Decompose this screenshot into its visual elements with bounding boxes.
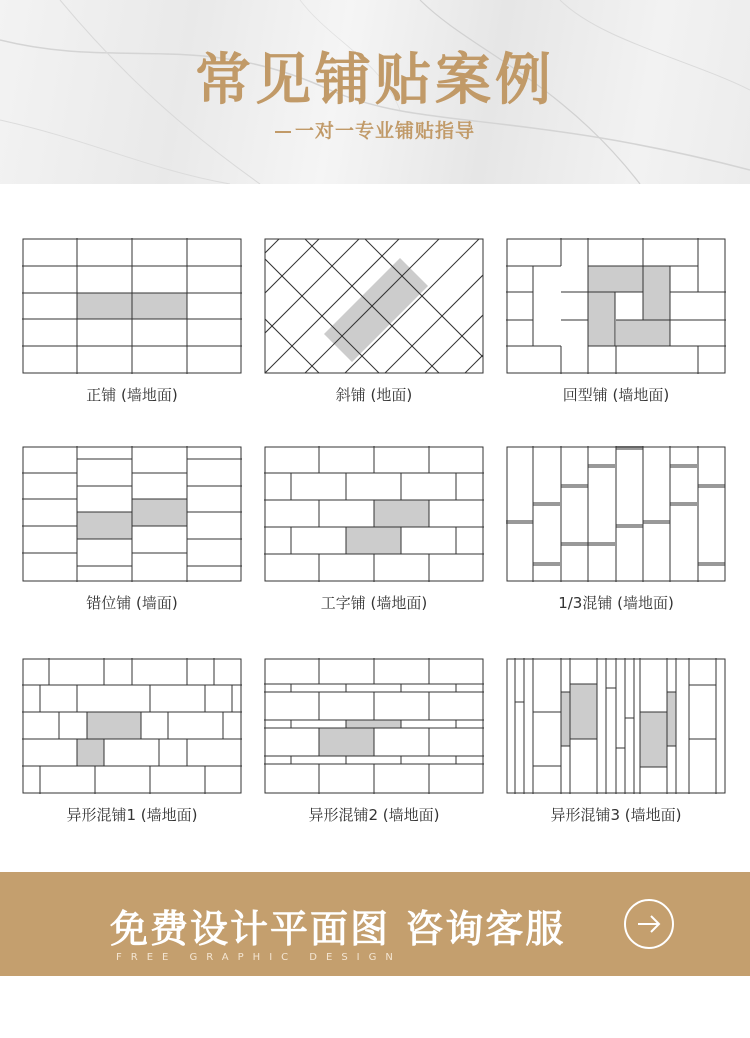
design-consult-banner[interactable] bbox=[0, 872, 750, 976]
subtitle-dash bbox=[275, 131, 291, 133]
banner-title: 免费设计平面图 咨询客服 bbox=[110, 907, 566, 951]
page-subtitle bbox=[0, 116, 750, 143]
straight-lay-pattern-icon bbox=[22, 238, 242, 374]
pattern-caption: 工字铺 (墙地面) bbox=[320, 594, 428, 612]
pattern-card-mixed-3 bbox=[506, 658, 726, 828]
pattern-card-running-bond bbox=[264, 446, 484, 616]
consult-arrow-button[interactable] bbox=[624, 899, 674, 949]
pattern-card-third-offset bbox=[506, 446, 726, 616]
banner-subtitle: FREE GRAPHIC DESIGN bbox=[116, 952, 402, 963]
pattern-caption: 错位铺 (墙面) bbox=[86, 594, 178, 612]
pattern-card-mixed-2 bbox=[264, 658, 484, 828]
pattern-card-straight bbox=[22, 238, 242, 408]
mixed-pattern-3-icon bbox=[506, 658, 726, 794]
pattern-card-diagonal bbox=[264, 238, 484, 408]
diagonal-lay-pattern-icon bbox=[264, 238, 484, 374]
mixed-pattern-2-icon bbox=[264, 658, 484, 794]
pattern-caption: 异形混铺3 (墙地面) bbox=[550, 806, 682, 824]
third-offset-pattern-icon bbox=[506, 446, 726, 582]
pattern-caption: 1/3混铺 (墙地面) bbox=[558, 594, 674, 612]
pattern-caption: 回型铺 (墙地面) bbox=[562, 386, 670, 404]
pattern-caption: 正铺 (墙地面) bbox=[86, 386, 178, 404]
mixed-pattern-1-icon bbox=[22, 658, 242, 794]
pattern-card-mixed-1 bbox=[22, 658, 242, 828]
pinwheel-lay-pattern-icon bbox=[506, 238, 726, 374]
pattern-card-staggered bbox=[22, 446, 242, 616]
page-title: 常见铺贴案例 bbox=[195, 48, 555, 113]
pattern-caption: 斜铺 (地面) bbox=[335, 386, 413, 404]
running-bond-pattern-icon bbox=[264, 446, 484, 582]
arrow-right-icon bbox=[636, 913, 662, 935]
pattern-card-pinwheel bbox=[506, 238, 726, 408]
pattern-caption: 异形混铺1 (墙地面) bbox=[66, 806, 198, 824]
staggered-lay-pattern-icon bbox=[22, 446, 242, 582]
pattern-caption: 异形混铺2 (墙地面) bbox=[308, 806, 440, 824]
header-banner bbox=[0, 0, 750, 184]
page-subtitle-text: 一对一专业铺贴指导 bbox=[294, 120, 475, 142]
